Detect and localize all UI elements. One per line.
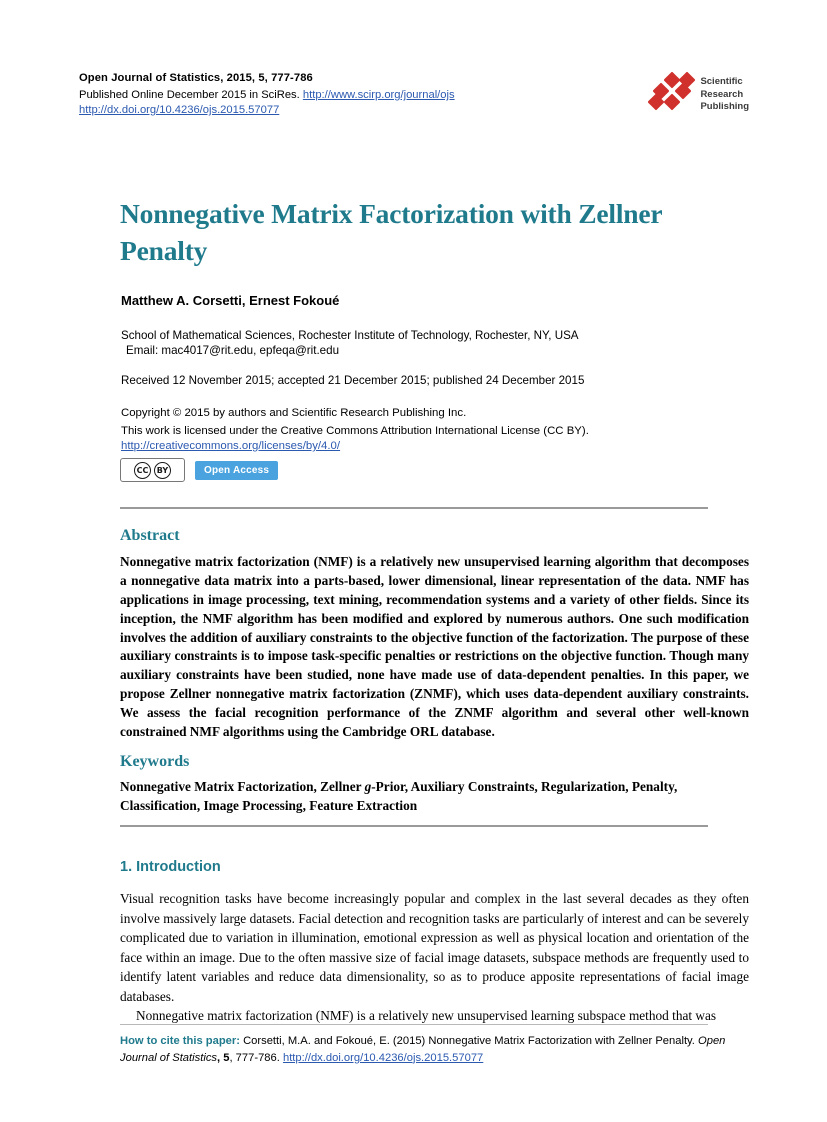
keywords-heading: Keywords	[120, 753, 190, 770]
how-to-cite-pages: , 777-786.	[229, 1051, 283, 1064]
open-access-badge[interactable]: Open Access	[195, 461, 278, 480]
how-to-cite-volume: , 5	[217, 1051, 230, 1064]
divider-above-abstract	[120, 507, 708, 509]
publisher-line-3: Publishing	[700, 101, 749, 113]
keywords-part-1: Nonnegative Matrix Factorization, Zellner	[120, 779, 365, 794]
how-to-cite-text: Corsetti, M.A. and Fokoué, E. (2015) Nonnegative Matrix Factorization with Zellner Penalty.	[239, 1035, 699, 1047]
cc-icon: CC	[134, 462, 151, 479]
publisher-name	[700, 76, 749, 114]
received-accepted-published-dates: Received 12 November 2015; accepted 21 December 2015; published 24 December 2015	[121, 374, 585, 387]
cc-by-icon: BY	[154, 462, 171, 479]
doi-link[interactable]: http://dx.doi.org/10.4236/ojs.2015.57077	[79, 104, 280, 116]
creative-commons-badge[interactable]	[120, 458, 185, 482]
abstract-heading: Abstract	[120, 527, 180, 544]
keywords-part-2: -Prior, Auxiliary Constraints, Regularization, Penalty, Classification, Image Processing, Feature Extraction	[120, 779, 678, 814]
copyright-line-2: This work is licensed under the Creative Commons Attribution International License (CC BY).	[121, 424, 589, 437]
diamond-cluster-icon	[651, 74, 693, 116]
journal-url-link[interactable]: http://www.scirp.org/journal/ojs	[302, 89, 455, 101]
badge-row	[120, 458, 278, 482]
copyright-line-1: Copyright © 2015 by authors and Scientific Research Publishing Inc.	[121, 407, 467, 419]
how-to-cite-doi-link[interactable]: http://dx.doi.org/10.4236/ojs.2015.57077	[282, 1051, 484, 1064]
license-link[interactable]: http://creativecommons.org/licenses/by/4.0/	[121, 440, 341, 452]
published-online-prefix: Published Online December 2015 in SciRes.	[79, 89, 303, 101]
how-to-cite-label: How to cite this paper:	[120, 1035, 240, 1047]
author-list: Matthew A. Corsetti, Ernest Fokoué	[121, 293, 340, 308]
footer-divider	[120, 1024, 708, 1025]
intro-paragraph-1: Visual recognition tasks have become increasingly popular and complex in the last several decades as they often involve massively large datasets. Facial detection and recognition tasks are particularly of interest and can be severely complicated due to variation in illumination, emotional expression as well as physical location and orientation of the face within an image. Due to the often massive size of facial image datasets, subspace methods are frequently used to identify latent variables and reduce data dimensionality, so as to produce apposite representations of facial image databases.	[120, 891, 749, 1004]
keywords-text	[120, 777, 749, 816]
introduction-body	[120, 889, 749, 1026]
journal-citation-line: Open Journal of Statistics, 2015, 5, 777-786	[79, 72, 313, 84]
license-link-row	[121, 440, 340, 452]
affiliation: School of Mathematical Sciences, Rochester Institute of Technology, Rochester, NY, USA	[121, 329, 579, 342]
email-line: Email: mac4017@rit.edu, epfeqa@rit.edu	[126, 344, 340, 357]
how-to-cite-journal: Open Journal of Statistics	[120, 1035, 726, 1064]
paper-title: Nonnegative Matrix Factorization with Zellner Penalty	[120, 198, 662, 266]
abstract-text: Nonnegative matrix factorization (NMF) is a relatively new unsupervised learning algorithm that decomposes a nonnegative data matrix into a parts-based, lower dimensional, linear representation of the data. NMF has applications in image processing, text mining, recommendation systems and a variety of other fields. Since its inception, the NMF algorithm has been modified and explored by numerous authors. One such modification involves the addition of auxiliary constraints to the objective function of the factorization. The purpose of these auxiliary constraints is to impose task-specific penalties or restrictions on the objective function. Though many auxiliary constraints have been studied, none have made use of data-dependent penalties. In this paper, we propose Zellner nonnegative matrix factorization (ZNMF), which uses data-dependent auxiliary constraints. We assess the facial recognition performance of the ZNMF algorithm and several other well-known constrained NMF algorithms using the Cambridge ORL database.	[120, 554, 749, 739]
journal-header	[79, 72, 749, 116]
introduction-heading: 1. Introduction	[120, 859, 221, 875]
doi-line	[79, 104, 749, 116]
intro-paragraph-2: Nonnegative matrix factorization (NMF) is a relatively new unsupervised learning subspace method that was	[136, 1008, 717, 1024]
publisher-line-1: Scientific	[700, 75, 743, 87]
copyright-block	[121, 405, 761, 441]
publisher-logo	[651, 74, 749, 116]
publisher-line-2: Research	[700, 88, 744, 100]
how-to-cite-footer	[120, 1033, 749, 1067]
divider-above-introduction	[120, 825, 708, 827]
keywords-italic-g: g	[364, 779, 372, 794]
